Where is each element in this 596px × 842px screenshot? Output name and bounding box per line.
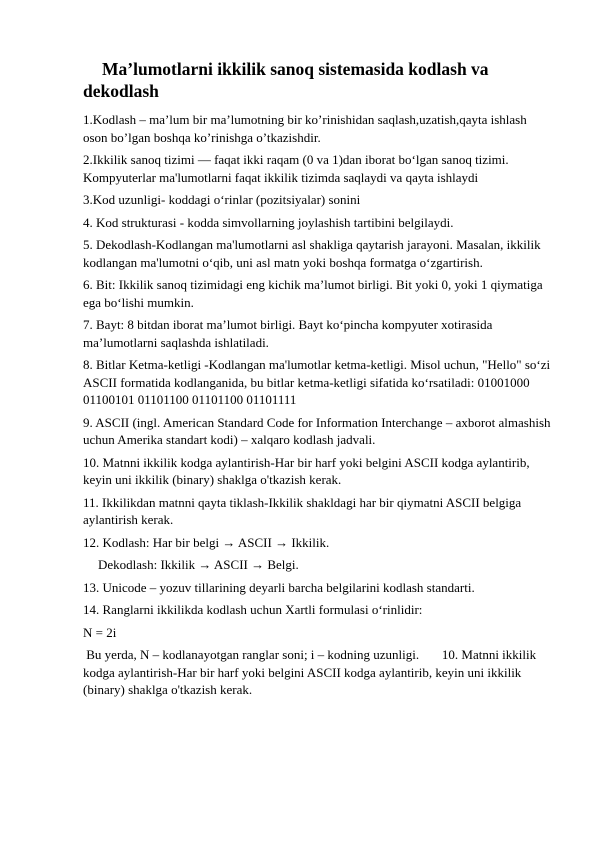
- document-title: Ma’lumotlarni ikkilik sanoq sistemasida kodlash va dekodlash: [83, 59, 489, 101]
- paragraph-12: 12. Kodlash: Har bir belgi → ASCII → Ikkilik.: [83, 534, 330, 550]
- paragraph-7: 7. Bayt: 8 bitdan iborat maʼlumot birligi. Bayt koʻpincha kompyuter xotirasida maʼlumotlarni saqlashda ishlatiladi.: [83, 317, 496, 350]
- paragraph-11: 11. Ikkilikdan matnni qayta tiklash-Ikkilik shakldagi har bir qiymatni ASCII belgiga aylantirish kerak.: [83, 494, 525, 527]
- document-page: [83, 58, 558, 704]
- paragraph-3: 3.Kod uzunligi- koddagi oʻrinlar (pozitsiyalar) sonini: [83, 192, 361, 207]
- paragraph-10: 10. Matnni ikkilik kodga aylantirish-Har bir harf yoki belgini ASCII kodga aylantirib, keyin uni ikkilik (binary) shaklga o'tkazish kerak.: [83, 454, 533, 487]
- paragraph-decoding: Dekodlash: Ikkilik → ASCII → Belgi.: [98, 557, 299, 572]
- paragraph-6: 6. Bit: Ikkilik sanoq tizimidagi eng kichik maʼlumot birligi. Bit yoki 0, yoki 1 qiymatiga ega boʻlishi mumkin.: [83, 277, 546, 310]
- paragraph-4: 4. Kod strukturasi - kodda simvollarning joylashish tartibini belgilaydi.: [83, 214, 454, 230]
- paragraph-5: 5. Dekodlash-Kodlangan ma'lumotlarni asl shakliga qaytarish jarayoni. Masalan, ikkilik kodlangan ma'lumotni oʻqib, uni asl matn yoki boshqa formatga oʻzgartirish.: [83, 237, 544, 270]
- paragraph-1: 1.Kodlash – ma’lum bir ma’lumotning bir ko’rinishidan saqlash,uzatish,qayta ishlash oson bo’lgan boshqa ko’rinishga o’tkazishdir.: [83, 112, 530, 145]
- paragraph-explanation: Bu yerda, N – kodlanayotgan ranglar soni; i – kodning uzunligi. 10. Matnni ikkilik kodga aylantirish-Har bir harf yoki belgini ASCII kodga aylantirib, keyin uni ikkilik (binary) shaklga o'tkazish kerak.: [83, 647, 540, 697]
- paragraph-8: 8. Bitlar Ketma-ketligi -Kodlangan ma'lumotlar ketma-ketligi. Misol uchun, "Hello" soʻzi ASCII formatida kodlanganida, bu bitlar ketma-ketligi sifatida koʻrsatiladi: 01001000 01100101 01101100 01101100 01101111: [83, 357, 553, 407]
- paragraph-2: 2.Ikkilik sanoq tizimi — faqat ikki raqam (0 va 1)dan iborat boʻlgan sanoq tizimi. Kompyuterlar ma'lumotlarni faqat ikkilik tizimda saqlaydi va qayta ishlaydi: [83, 152, 512, 185]
- paragraph-9: 9. ASCII (ingl. American Standard Code for Information Interchange – axborot almashish uchun Amerika standart kodi) – xalqaro kodlash jadvali.: [83, 414, 558, 447]
- formula-line: N = 2i: [83, 624, 117, 640]
- paragraph-14: 14. Ranglarni ikkilikda kodlash uchun Xartli formulasi oʻrinlidir:: [83, 602, 423, 617]
- paragraph-13: 13. Unicode – yozuv tillarining deyarli barcha belgilarini kodlash standarti.: [83, 579, 475, 595]
